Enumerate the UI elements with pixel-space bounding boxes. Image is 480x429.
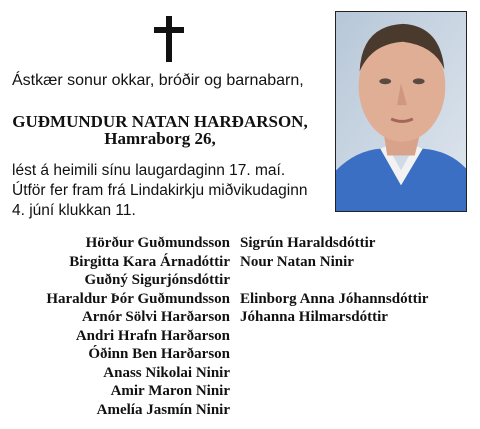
mourner-name: Haraldur Þór Guðmundsson	[46, 290, 230, 307]
deceased-name: GUÐMUNDUR NATAN HARÐARSON,	[12, 112, 308, 131]
mourner-name	[240, 401, 428, 420]
mourner-name	[240, 382, 428, 401]
body-line: Útför fer fram frá Lindakirkju miðvikudaginn	[12, 182, 308, 199]
deceased-address: Hamraborg 26,	[104, 129, 216, 148]
intro-text: Ástkær sonur okkar, bróðir og barnabarn,	[12, 72, 304, 89]
mourner-name: Amir Maron Ninir	[110, 383, 230, 399]
mourners-left-column	[46, 234, 230, 419]
mourners-right-column	[240, 234, 428, 419]
cross-icon	[152, 16, 186, 62]
mourner-name	[240, 345, 428, 364]
body-line: 4. júní klukkan 11.	[12, 202, 136, 219]
mourner-name	[240, 327, 428, 346]
mourner-name: Amelía Jasmín Ninir	[96, 401, 230, 418]
mourner-name: Nour Natan Ninir	[240, 253, 354, 270]
mourner-name: Sigrún Haraldsdóttir	[240, 235, 376, 251]
mourner-name: Hörður Guðmundsson	[85, 235, 230, 251]
mourner-name: Guðný Sigurjónsdóttir	[84, 272, 230, 288]
portrait-photo	[335, 11, 467, 212]
mourner-name: Andri Hrafn Harðarson	[75, 327, 230, 344]
mourner-name	[240, 271, 428, 290]
mourner-name: Birgitta Kara Árnadóttir	[69, 253, 230, 270]
mourner-name: Elinborg Anna Jóhannsdóttir	[240, 290, 429, 307]
body-line: lést á heimili sínu laugardaginn 17. maí.	[12, 162, 286, 179]
announcement-body	[12, 161, 307, 221]
mourner-name	[240, 364, 428, 383]
mourner-name: Arnór Sölvi Harðarson	[81, 309, 230, 325]
mourner-name: Anass Nikolai Ninir	[103, 364, 230, 381]
mourner-name: Óðinn Ben Harðarson	[88, 346, 230, 362]
mourner-name: Jóhanna Hilmarsdóttir	[240, 309, 388, 325]
